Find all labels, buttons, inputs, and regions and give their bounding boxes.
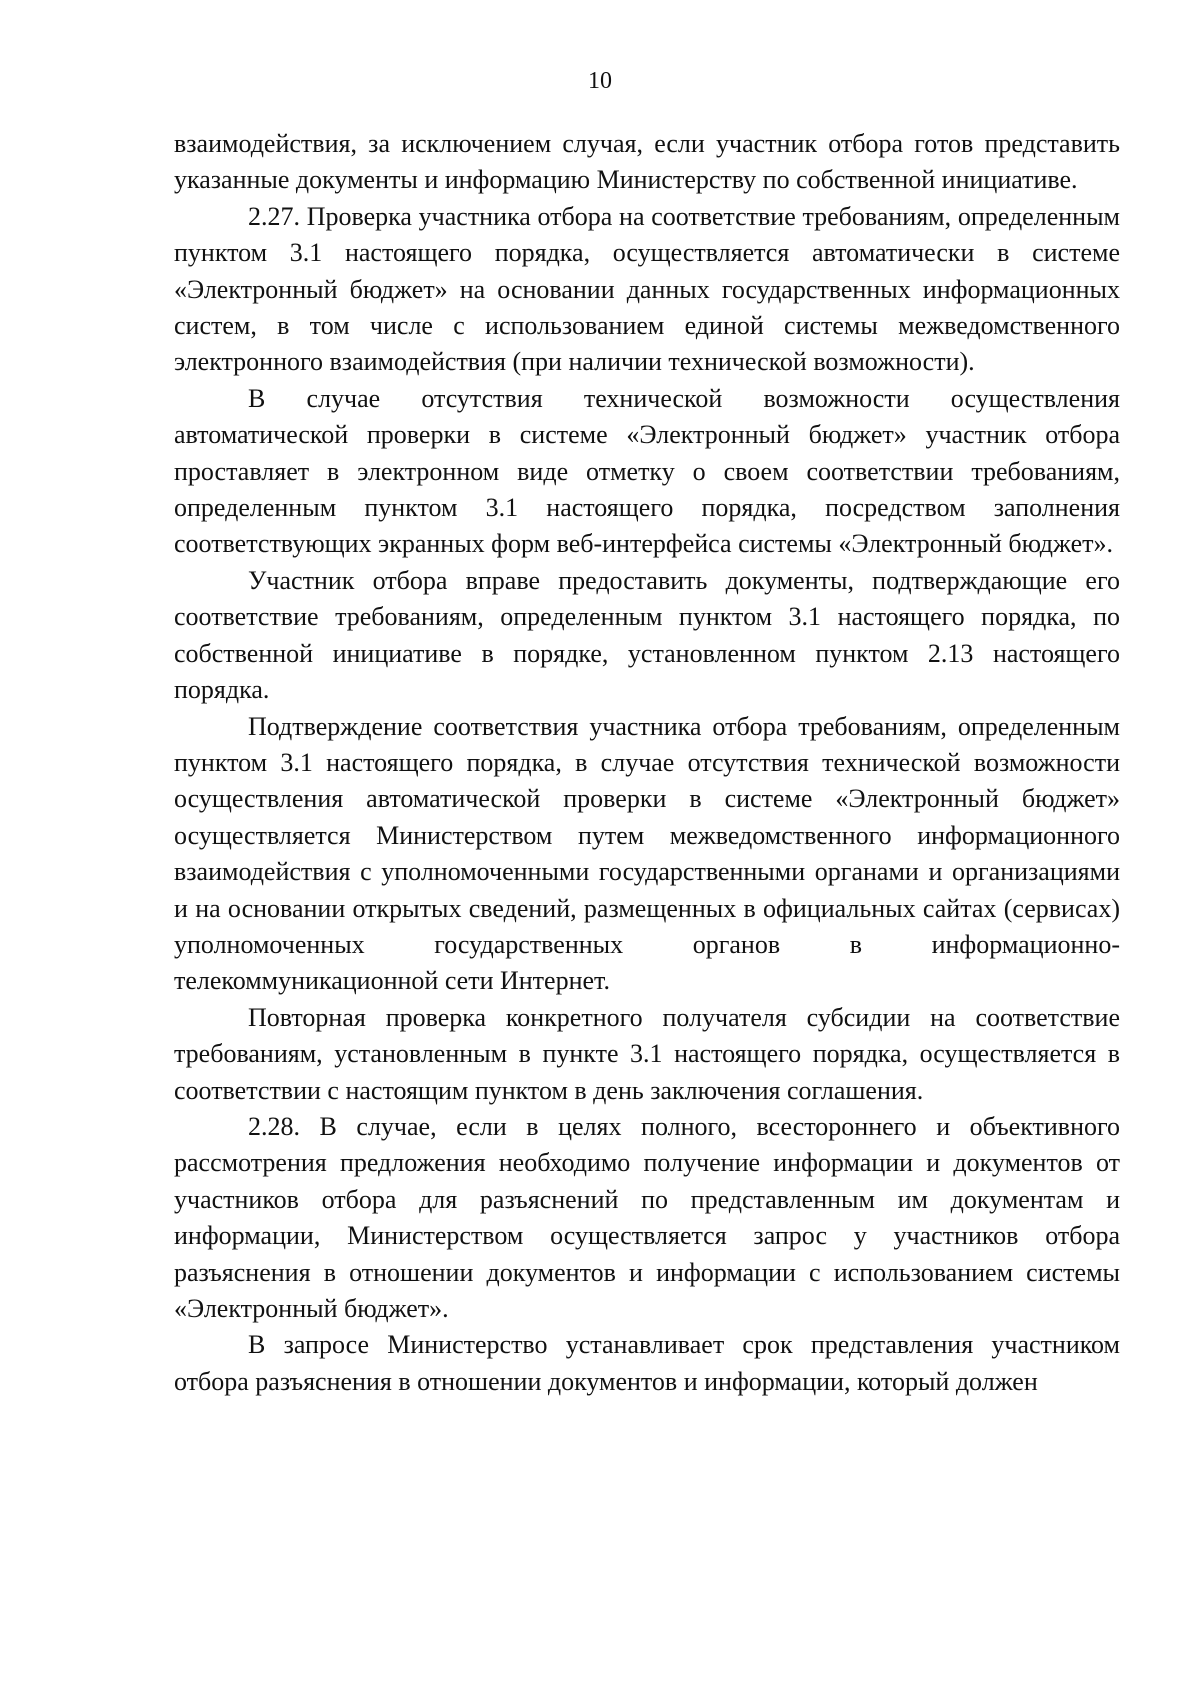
document-body (174, 126, 1120, 1400)
paragraph-no-technical-possibility: В случае отсутствия технической возможности осуществления автоматической проверки в системе «Электронный бюджет» участник отбора проставляет в электронном виде отметку о своем соответствии требованиям, определенным пунктом 3.1 настоящего порядка, посредством заполнения соответствующих экранных форм веб-интерфейса системы «Электронный бюджет». (174, 383, 1120, 559)
page-number: 10 (588, 68, 612, 94)
paragraph-request-deadline: В запросе Министерство устанавливает срок представления участником отбора разъяснения в отношении документов и информации, который должен (174, 1330, 1120, 1396)
paragraph-2-27: 2.27. Проверка участника отбора на соответствие требованиям, определенным пунктом 3.1 настоящего порядка, осуществляется автоматически в системе «Электронный бюджет» на основании данных государственных информационных систем, в том числе с использованием единой системы межведомственного электронного взаимодействия (при наличии технической возможности). (174, 201, 1120, 377)
paragraph-continuation: взаимодействия, за исключением случая, если участник отбора готов представить указанные документы и информацию Министерству по собственной инициативе. (174, 129, 1120, 195)
paragraph-confirmation-by-ministry: Подтверждение соответствия участника отбора требованиям, определенным пунктом 3.1 настоящего порядка, в случае отсутствия технической возможности осуществления автоматической проверки в системе «Электронный бюджет» осуществляется Министерством путем межведомственного информационного взаимодействия с уполномоченными государственными органами и организациями и на основании открытых сведений, размещенных в официальных сайтах (сервисах) уполномоченных государственных органов в информационно-телекоммуникационной сети Интернет. (174, 711, 1120, 996)
paragraph-repeat-check: Повторная проверка конкретного получателя субсидии на соответствие требованиям, установленным в пункте 3.1 настоящего порядка, осуществляется в соответствии с настоящим пунктом в день заключения соглашения. (174, 1002, 1120, 1105)
paragraph-own-initiative-documents: Участник отбора вправе предоставить документы, подтверждающие его соответствие требованиям, определенным пунктом 3.1 настоящего порядка, по собственной инициативе в порядке, установленном пунктом 2.13 настоящего порядка. (174, 565, 1120, 705)
paragraph-2-28: 2.28. В случае, если в целях полного, всестороннего и объективного рассмотрения предложения необходимо получение информации и документов от участников отбора для разъяснений по представленным им документам и информации, Министерством осуществляется запрос у участников отбора разъяснения в отношении документов и информации с использованием системы «Электронный бюджет». (174, 1111, 1120, 1323)
